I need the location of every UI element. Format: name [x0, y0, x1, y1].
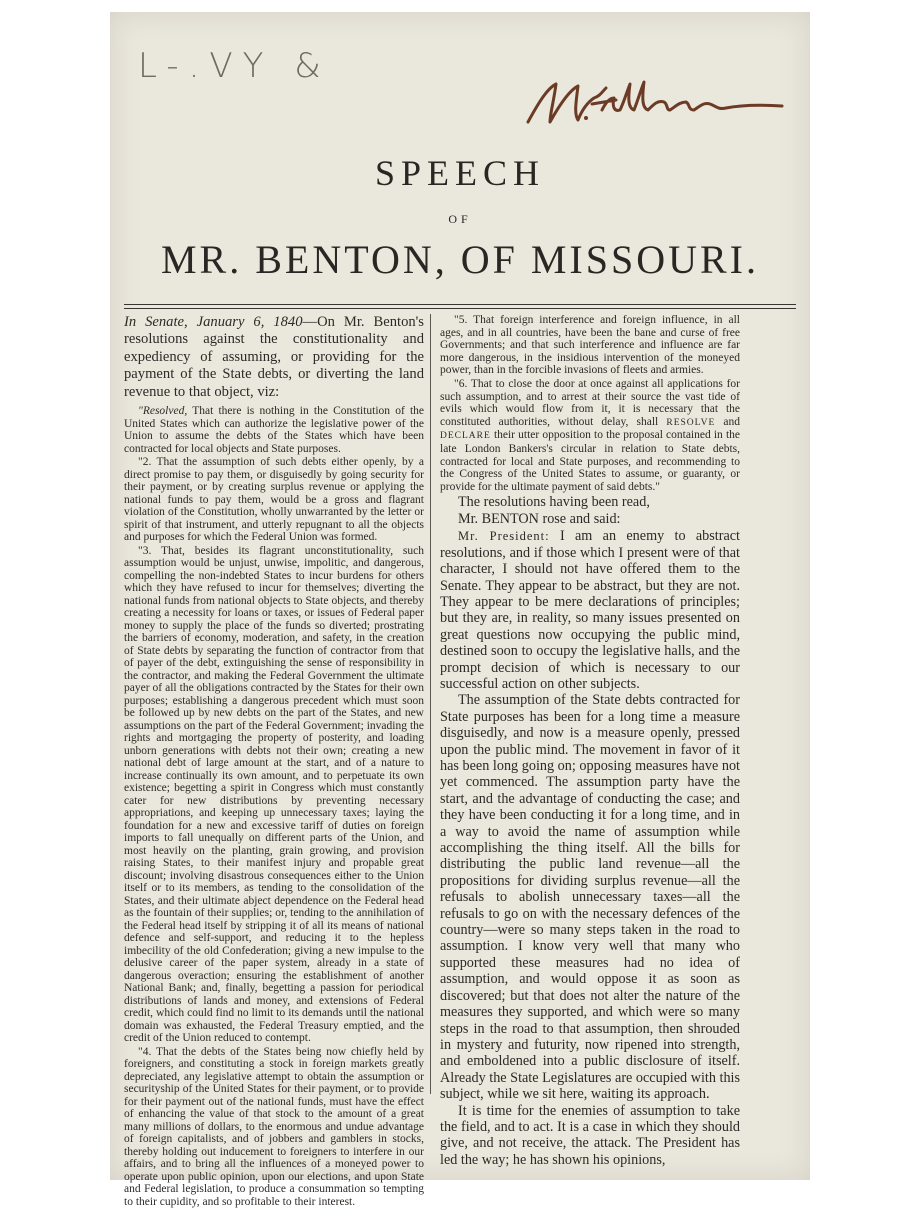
column-divider [430, 314, 431, 1094]
signature [520, 70, 790, 150]
document-page [110, 12, 810, 1208]
document-subtitle: MR. BENTON, OF MISSOURI. [160, 237, 759, 282]
header-rule [124, 304, 796, 309]
resolution-3: "3. That, besides its flagrant unconstitutionality, such assumption would be unjust, unwise, impolitic, and dangerous, compelling the non-indebted States to incur burdens for others which they have refused to incur for themselves; diverting the national funds from national objects to State objects, and thereby creating a necessity for loans or taxes, or issues of Federal paper money to supply the place of the funds so diverted; prostrating the barriers of economy, moderation, and safety, in the creation of State debts by separating the function of contractor from that of payer of the debt, extinguishing the sense of responsibility in the contractor, and making the Federal Government the ultimate payer of all the obligations contracted by the States for their own purposes; establishing a dangerous precedent which must soon be followed up by new debts on the part of the States, and new assumptions on the part of the Federal Government; invading the rights and mortgaging the property of posterity, and loading unborn generations with debts not their own; creating a new national debt of large amount at the start, and of a nature to increase continually its own amount, and to perpetuate its own existence; begetting a spirit in Congress which must constantly cater for new distributions by preventing necessary appropriations, and keeping up unnecessary taxes; laying the foundation for a new and excessive tariff of duties on foreign imports to fall unequally on different parts of the Union, and most heavily on the planting, grain growing, and provision raising States, to their manifest injury and propable great discount; involving disastrous consequences either to the Union itself or to its members, as tending to the consolidation of the States, and their ultimate abject dependence on the Federal head as the fountain of their supplies; or, tending to the annihilation of the Federal head itself by stripping it of all its means of national defence and self-support, and reducing it to the hepless imbecility of the old Confederation; giving a new impulse to the delusive career of the paper system, already in a state of dangerous overaction; ensuring the establishment of another National Bank; and, finally, begetting a passion for periodical distributions of lands and money, and extensions of Federal credit, which could find no limit to its demands until the national domain was exhausted, the Federal Treasury emptied, and the credit of the Union reduced to contempt. [124, 544, 424, 1045]
resolutions-read-line: The resolutions having been read, [458, 494, 650, 511]
intro-paragraph [124, 314, 424, 401]
speech-paragraph-1: Mr. President: I am an enemy to abstract resolutions, and if those which I present were of that character, I should not have offered them to the Senate. They appear to be abstract, but they are not. They appear to be mere declarations of principles; but they are, in reality, so many issues presented on great questions now occupying the public mind, destined soon to occupy the legislative halls, and the prompt decision of which is necessary to our successful action on other subjects. [440, 528, 740, 692]
resolution-5: "5. That foreign interference and foreign influence, in all ages, and in all countries, have been the bane and curse of free Governments; and that such interference and influence are far more dangerous, in the insidious intervention of the moneyed power, than in the forcible invasions of fleets and armies. [440, 314, 740, 377]
resolution-1: "Resolved, That there is nothing in the Constitution of the United States which can authorize the legislative power of the Union to assume the debts of the States which have been contracted for local objects and State purposes. [124, 405, 424, 455]
left-column [124, 314, 424, 1208]
resolution-6: "6. That to close the door at once against all applications for such assumption, and to arrest at their source the vast tide of evils which would flow from it, it is necessary that the constituted authorities, without delay, shall RESOLVE and DECLARE their utter opposition to the proposal contained in the late London Bankers's circular in relation to State debts, contracted for local and State purposes, and recommending to the Congress of the United States to assume, or guaranty, or provide for the ultimate payment of said debts." [440, 377, 740, 493]
document-title: SPEECH [374, 153, 546, 193]
title-connector: OF [448, 212, 472, 226]
right-column [440, 314, 740, 1168]
intro-date: In Senate, January 6, 1840 [124, 314, 303, 330]
handwritten-notation: L-.VY & [138, 46, 331, 86]
resolution-2: "2. That the assumption of such debts either openly, by a direct promise to pay them, or disguisedly by going security for their payment, or by creating surplus revenue or applying the national funds to pay them, would be a gross and flagrant violation of the Constitution, wholly unwarranted by the letter or spirit of that instrument, and utterly repugnant to all the objects and purposes for which the Federal Union was formed. [124, 456, 424, 544]
resolution-4: "4. That the debts of the States being now chiefly held by foreigners, and constituting a stock in foreign markets greatly depreciated, any legislative attempt to obtain the assumption or securityship of the United States for their payment, or to provide for their payment out of the national funds, must have the effect of enhancing the value of that stock to the amount of a great many millions of dollars, to the enormous and undue advantage of foreign capitalists, and of jobbers and gamblers in stocks, thereby holding out inducement to foreigners to interfere in our affairs, and to bring all the influences of a moneyed power to operate upon public opinion, upon our elections, and upon State and Federal legislation, to produce a consummation so tempting to their cupidity, and so profitable to their interest. [124, 1045, 424, 1208]
speaker-line: Mr. BENTON rose and said: [458, 511, 621, 528]
intro-text: —On Mr. Benton's resolutions against the constitutionality and expediency of assuming, or providing for the payment of the State debts, or diverting the land revenue to that object, viz: [124, 314, 424, 400]
speech-paragraph-3: It is time for the enemies of assumption to take the field, and to act. It is a case in which they should give, and not receive, the attack. The President has led the way; he has shown his opinions, [440, 1102, 740, 1168]
speech-paragraph-2: The assumption of the State debts contracted for State purposes has been for a long time a measure disguisedly, and now is a measure openly, pressed upon the public mind. The movement in favor of it has been long going on; opposing measures have not yet commenced. The assumption party have the start, and the advantage of conducting the case; and they have been conducting it for a long time, and in a way to avoid the name of assumption while accomplishing the thing itself. All the bills for distributing the public land revenue—all the propositions for dividing surplus revenue—all the refusals to abolish unnecessary taxes—all the refusals to go on with the necessary defences of the country—were so many steps taken in the road to assumption. I know very well that many who supported these measures had no idea of assumption, and would oppose it as soon as discovered; but that does not alter the nature of the measures they supported, and which were so many steps in the road to that assumption, then shrouded in mystery and futurity, now ripened into strength, and emboldened into a public disclosure of itself. Already the State Legislatures are occupied with this subject, while we sit here, waiting its approach. [440, 692, 740, 1103]
